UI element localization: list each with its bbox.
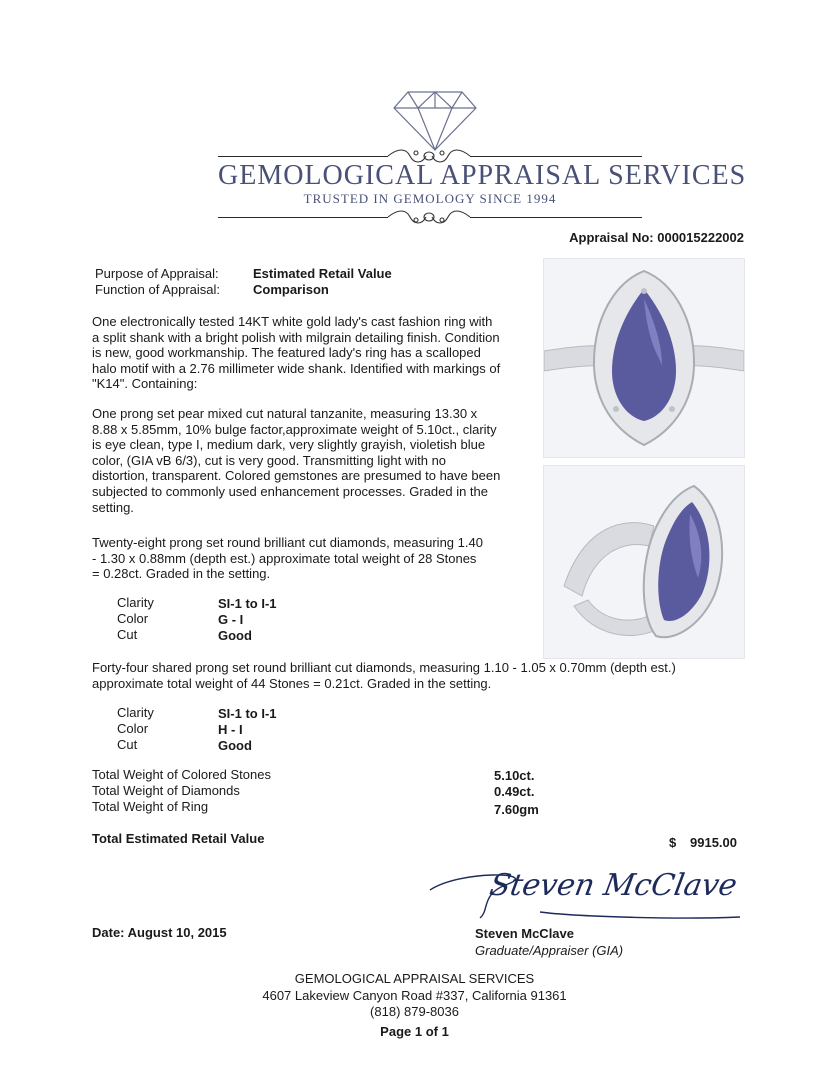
ring-front-icon [544, 259, 744, 457]
retail-currency: $ [669, 835, 677, 850]
retail-amount: 9915.00 [690, 835, 737, 850]
flourish-bottom-icon [386, 207, 472, 227]
grade-value: H - I [218, 722, 243, 737]
ring-photo-side [543, 465, 745, 659]
function-label: Function of Appraisal: [95, 282, 221, 297]
total-label: Total Weight of Ring [92, 799, 209, 814]
retail-value-label: Total Estimated Retail Value [92, 831, 265, 846]
page-number: Page 1 of 1 [380, 1024, 449, 1039]
appraisal-number: Appraisal No: 000015222002 [569, 230, 744, 245]
total-value: 5.10ct. [494, 768, 535, 783]
tanzanite-description: One prong set pear mixed cut natural tanzanite, measuring 13.30 x 8.88 x 5.85mm, 10% bulge factor,approximate weight of 5.10ct., clarity is eye clean, type I, medium dark, very slightly grayish, violetish blue color, (GIA vB 6/3), cut is very good. Transmitting light with no distortion, transparent. Colored gemstones are presumed to have been subjected to commonly used enhancement processes. Graded in the setting. [92, 406, 501, 515]
grade-label: Color [117, 611, 149, 626]
footer-phone: (818) 879-8036 [370, 1004, 459, 1019]
grade-label: Cut [117, 737, 138, 752]
total-value: 7.60gm [494, 802, 539, 817]
total-label: Total Weight of Colored Stones [92, 767, 271, 782]
grade-value: Good [218, 628, 252, 643]
grade-value: G - I [218, 612, 244, 627]
appraiser-name: Steven McClave [475, 926, 574, 941]
ring-description: One electronically tested 14KT white gold lady's cast fashion ring with a split shank with a bright polish with milgrain detailing finish. Condition is new, good workmanship. The featured lady's ring has a scalloped halo motif with a 2.76 millimeter wide shank. Identified with markings of "K14". Containing: [92, 314, 501, 392]
grade-label: Clarity [117, 595, 154, 610]
grade-label: Clarity [117, 705, 154, 720]
purpose-value: Estimated Retail Value [253, 266, 392, 281]
grade-value: Good [218, 738, 252, 753]
grade-label: Color [117, 721, 149, 736]
total-label: Total Weight of Diamonds [92, 783, 240, 798]
company-name: GEMOLOGICAL APPRAISAL SERVICES [218, 160, 747, 191]
company-tagline: TRUSTED IN GEMOLOGY SINCE 1994 [303, 191, 557, 206]
appraiser-title: Graduate/Appraiser (GIA) [475, 943, 624, 958]
grade-label: Cut [117, 627, 138, 642]
diamonds-description-1: Twenty-eight prong set round brilliant cut diamonds, measuring 1.40 - 1.30 x 0.88mm (depth est.) approximate total weight of 28 Stones = 0.28ct. Graded in the setting. [92, 535, 483, 582]
ring-photo-front [543, 258, 745, 458]
total-value: 0.49ct. [494, 784, 535, 799]
diamond-logo-icon [390, 88, 480, 152]
footer-address: 4607 Lakeview Canyon Road #337, California 91361 [262, 988, 567, 1003]
signature: Steven McClave [486, 868, 740, 903]
appraisal-date: Date: August 10, 2015 [92, 925, 227, 940]
purpose-label: Purpose of Appraisal: [95, 266, 219, 281]
diamonds-description-2: Forty-four shared prong set round brilliant cut diamonds, measuring 1.10 - 1.05 x 0.70mm (depth est.) approximate total weight of 44 Stones = 0.21ct. Graded in the setting. [92, 660, 676, 691]
footer-company: GEMOLOGICAL APPRAISAL SERVICES [294, 971, 535, 986]
function-value: Comparison [253, 282, 329, 297]
grade-value: SI-1 to I-1 [218, 706, 277, 721]
ring-side-icon [544, 466, 744, 658]
grade-value: SI-1 to I-1 [218, 596, 277, 611]
